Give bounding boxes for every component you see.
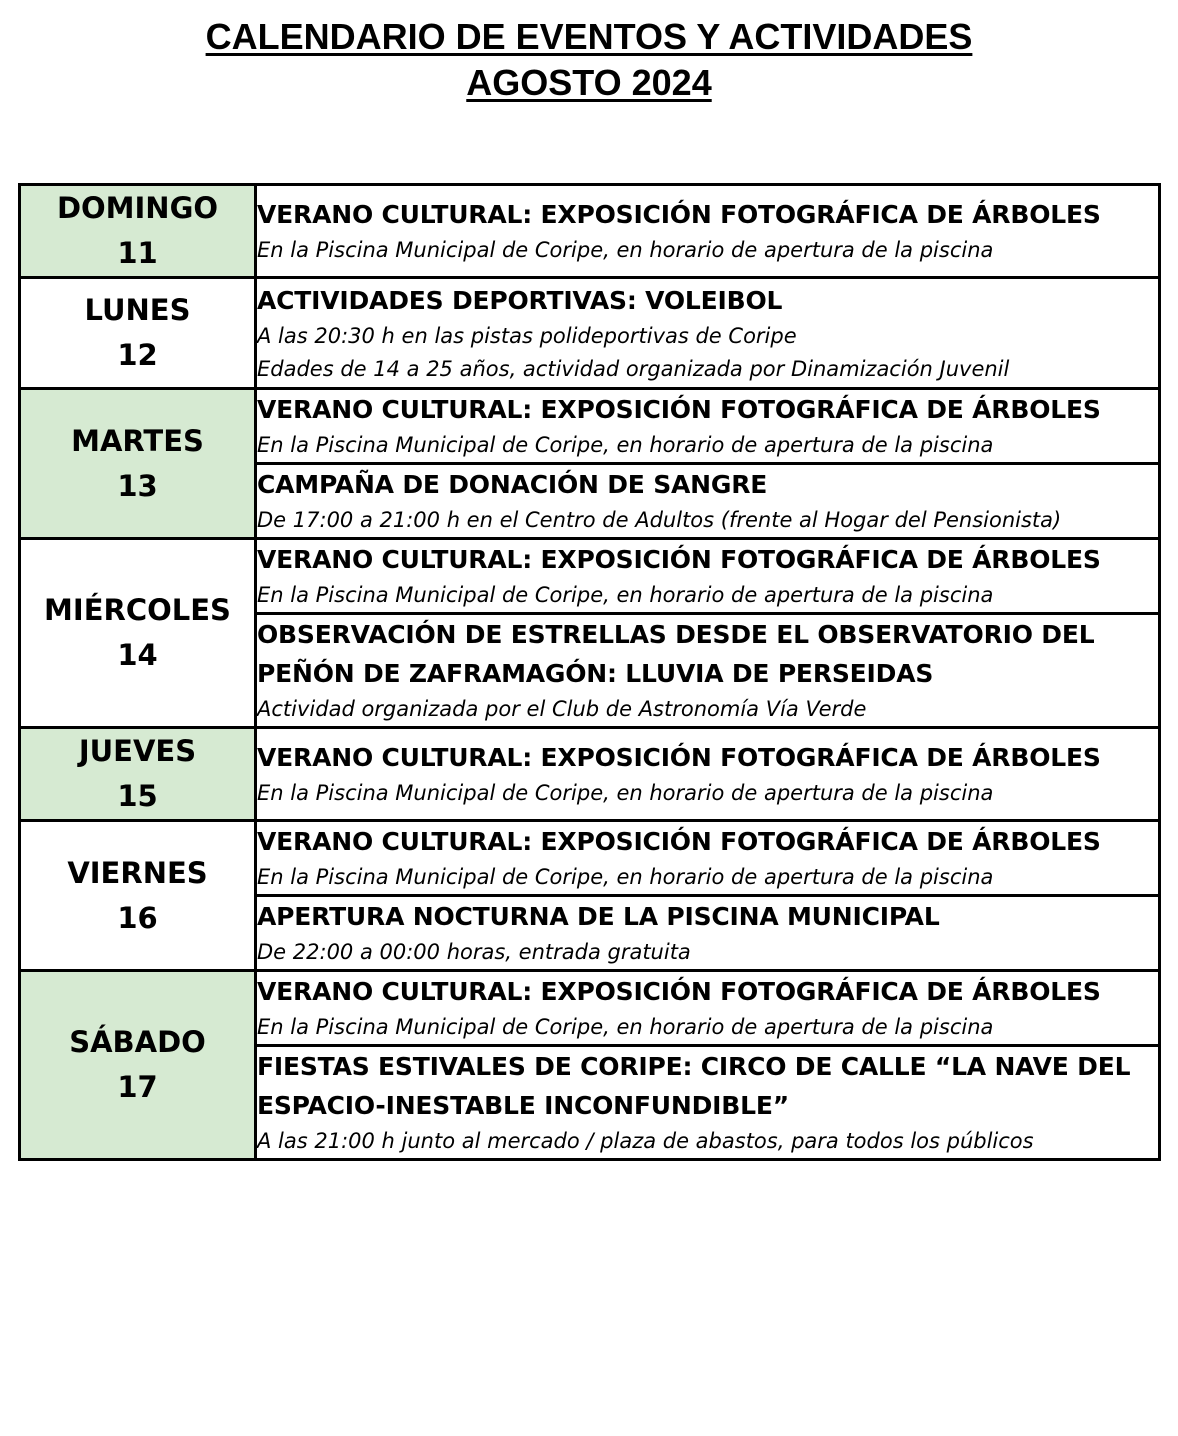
table-row (20, 821, 1160, 896)
day-name: DOMINGO (56, 191, 219, 225)
event-title: VERANO CULTURAL: EXPOSICIÓN FOTOGRÁFICA DE ÁRBOLES (257, 545, 1101, 574)
event-cell (256, 821, 1160, 896)
event-detail: En la Piscina Municipal de Coripe, en horario de apertura de la piscina (257, 865, 994, 889)
day-name: JUEVES (78, 734, 197, 768)
event-title: APERTURA NOCTURNA DE LA PISCINA MUNICIPAL (257, 902, 940, 931)
day-number: 14 (117, 638, 158, 672)
event-title: CAMPAÑA DE DONACIÓN DE SANGRE (257, 470, 768, 499)
day-number: 17 (117, 1070, 158, 1104)
event-detail: En la Piscina Municipal de Coripe, en horario de apertura de la piscina (257, 238, 994, 262)
event-title: OBSERVACIÓN DE ESTRELLAS DESDE EL OBSERVATORIO DEL (257, 620, 1095, 649)
events-calendar-table (18, 183, 1161, 1161)
event-title: VERANO CULTURAL: EXPOSICIÓN FOTOGRÁFICA DE ÁRBOLES (257, 395, 1101, 424)
event-cell (256, 278, 1160, 389)
page-header (0, 14, 1178, 106)
day-cell (20, 539, 256, 728)
event-title: VERANO CULTURAL: EXPOSICIÓN FOTOGRÁFICA DE ÁRBOLES (257, 827, 1101, 856)
day-number: 11 (117, 236, 158, 270)
day-cell (20, 728, 256, 821)
event-title: VERANO CULTURAL: EXPOSICIÓN FOTOGRÁFICA DE ÁRBOLES (257, 977, 1101, 1006)
event-title: VERANO CULTURAL: EXPOSICIÓN FOTOGRÁFICA DE ÁRBOLES (257, 200, 1101, 229)
event-detail: En la Piscina Municipal de Coripe, en horario de apertura de la piscina (257, 1015, 994, 1039)
event-title: ACTIVIDADES DEPORTIVAS: VOLEIBOL (257, 285, 783, 315)
page-subtitle-month: AGOSTO 2024 (466, 62, 712, 103)
event-title: ESPACIO-INESTABLE INCONFUNDIBLE” (257, 1091, 789, 1120)
event-cell (256, 728, 1160, 821)
event-cell (256, 389, 1160, 464)
table-row (20, 185, 1160, 278)
table-row (20, 728, 1160, 821)
event-cell (256, 539, 1160, 614)
day-number: 16 (117, 900, 158, 935)
day-number: 12 (117, 338, 158, 372)
event-detail: Edades de 14 a 25 años, actividad organizada por Dinamización Juvenil (257, 356, 1010, 381)
event-title: VERANO CULTURAL: EXPOSICIÓN FOTOGRÁFICA DE ÁRBOLES (257, 743, 1101, 772)
event-cell (256, 896, 1160, 971)
day-name: MIÉRCOLES (44, 593, 231, 627)
page-title: CALENDARIO DE EVENTOS Y ACTIVIDADES (205, 16, 973, 57)
event-title: FIESTAS ESTIVALES DE CORIPE: CIRCO DE CALLE “LA NAVE DEL (257, 1052, 1131, 1081)
event-title: PEÑÓN DE ZAFRAMAGÓN: LLUVIA DE PERSEIDAS (257, 659, 934, 688)
event-detail: En la Piscina Municipal de Coripe, en horario de apertura de la piscina (257, 781, 994, 805)
table-row (20, 389, 1160, 464)
event-detail: De 17:00 a 21:00 h en el Centro de Adultos (frente al Hogar del Pensionista) (257, 508, 1062, 532)
event-detail: De 22:00 a 00:00 horas, entrada gratuita (257, 940, 691, 964)
table-row (20, 971, 1160, 1046)
event-cell (256, 1046, 1160, 1160)
day-number: 13 (117, 468, 158, 503)
day-name: LUNES (84, 293, 191, 327)
event-cell (256, 614, 1160, 728)
day-number: 15 (117, 779, 158, 813)
day-cell (20, 278, 256, 389)
day-cell (20, 389, 256, 539)
event-cell (256, 971, 1160, 1046)
event-detail: A las 20:30 h en las pistas polideportivas de Coripe (257, 323, 797, 348)
table-row (20, 539, 1160, 614)
day-cell (20, 971, 256, 1160)
day-name: VIERNES (67, 855, 208, 890)
event-detail: Actividad organizada por el Club de Astronomía Vía Verde (257, 697, 867, 721)
event-cell (256, 464, 1160, 539)
day-cell (20, 185, 256, 278)
event-detail: En la Piscina Municipal de Coripe, en horario de apertura de la piscina (257, 433, 994, 457)
table-row (20, 278, 1160, 389)
event-detail: A las 21:00 h junto al mercado / plaza de abastos, para todos los públicos (257, 1129, 1034, 1153)
event-detail: En la Piscina Municipal de Coripe, en horario de apertura de la piscina (257, 583, 994, 607)
event-cell (256, 185, 1160, 278)
day-name: MARTES (71, 423, 204, 458)
day-cell (20, 821, 256, 971)
day-name: SÁBADO (69, 1025, 206, 1059)
